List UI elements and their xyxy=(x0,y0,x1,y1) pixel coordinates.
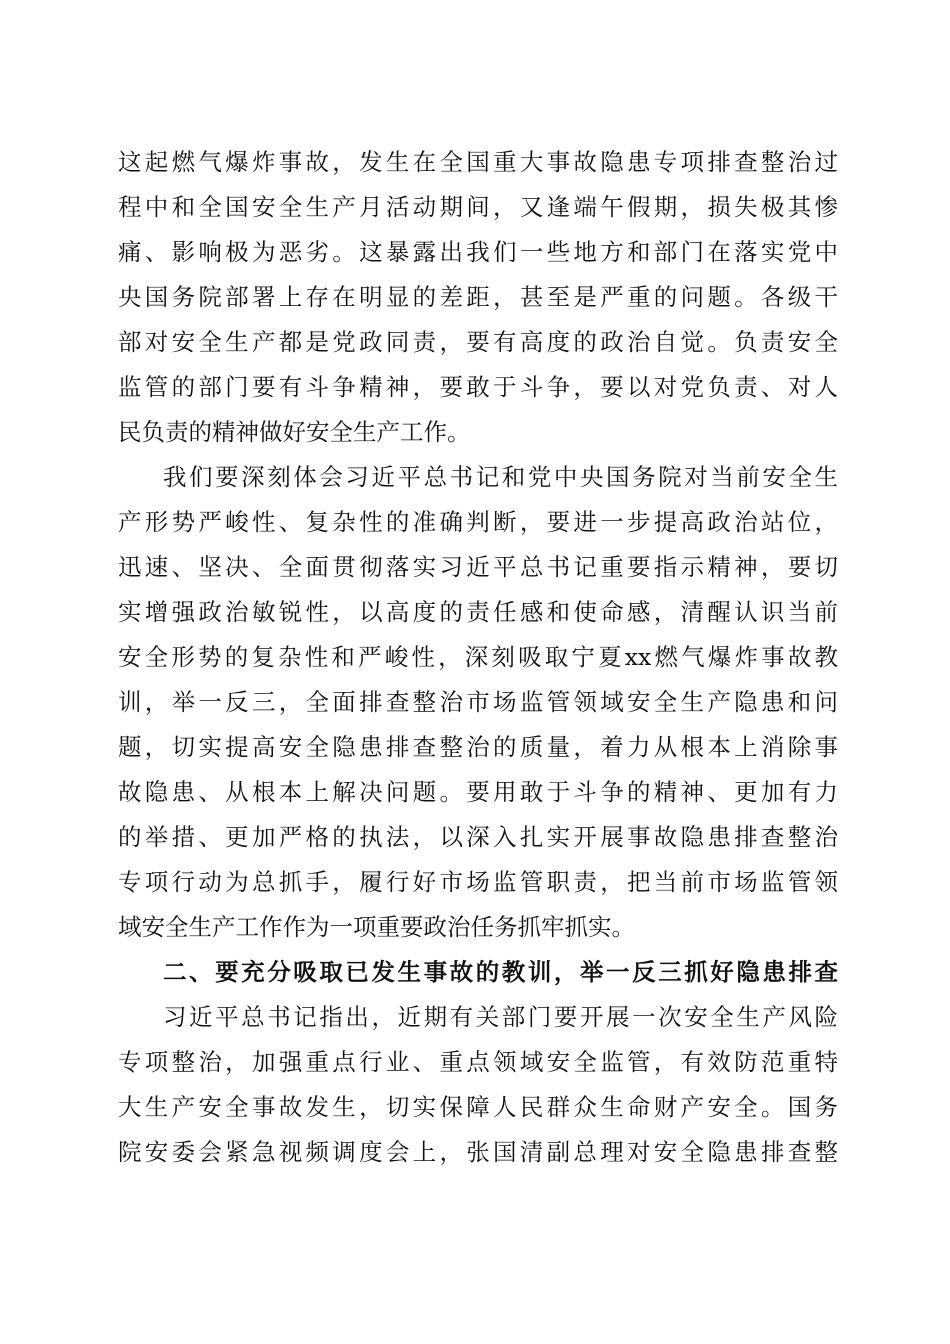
paragraph-line: 大生产安全事故发生，切实保障人民群众生命财产安全。国务 xyxy=(118,1093,838,1121)
paragraph-line: 实增强政治敏锐性，以高度的责任感和使命感，清醒认识当前 xyxy=(118,598,838,626)
paragraph-line: 部对安全生产都是党政同责，要有高度的政治自觉。负责安全 xyxy=(118,328,838,356)
paragraph-line: 我们要深刻体会习近平总书记和党中央国务院对当前安全生 xyxy=(163,463,838,491)
paragraph-line: 程中和全国安全生产月活动期间，又逢端午假期，损失极其惨 xyxy=(118,193,838,221)
paragraph-line: 题，切实提高安全隐患排查整治的质量，着力从根本上消除事 xyxy=(118,733,838,761)
paragraph-line: 域安全生产工作作为一项重要政治任务抓牢抓实。 xyxy=(118,913,635,941)
paragraph-line: 故隐患、从根本上解决问题。要用敢于斗争的精神、更加有力 xyxy=(118,778,838,806)
paragraph-line: 院安委会紧急视频调度会上，张国清副总理对安全隐患排查整 xyxy=(118,1138,838,1166)
section-heading: 二、要充分吸取已发生事故的教训，举一反三抓好隐患排查 xyxy=(163,958,838,986)
paragraph-line: 的举措、更加严格的执法，以深入扎实开展事故隐患排查整治 xyxy=(118,823,838,851)
paragraph-line: 监管的部门要有斗争精神，要敢于斗争，要以对党负责、对人 xyxy=(118,373,838,401)
paragraph-line: 产形势严峻性、复杂性的准确判断，要进一步提高政治站位， xyxy=(118,508,838,536)
paragraph-line: 痛、影响极为恶劣。这暴露出我们一些地方和部门在落实党中 xyxy=(118,238,838,266)
paragraph-line: 这起燃气爆炸事故，发生在全国重大事故隐患专项排查整治过 xyxy=(118,148,838,176)
paragraph-line: 训，举一反三，全面排查整治市场监管领域安全生产隐患和问 xyxy=(118,688,838,716)
paragraph-line: 迅速、坚决、全面贯彻落实习近平总书记重要指示精神，要切 xyxy=(118,553,838,581)
paragraph-line: 专项整治，加强重点行业、重点领域安全监管，有效防范重特 xyxy=(118,1048,838,1076)
paragraph-line: 安全形势的复杂性和严峻性，深刻吸取宁夏xx燃气爆炸事故教 xyxy=(118,643,838,671)
paragraph-line: 民负责的精神做好安全生产工作。 xyxy=(118,418,471,446)
paragraph-line: 专项行动为总抓手，履行好市场监管职责，把当前市场监管领 xyxy=(118,868,838,896)
paragraph-line: 习近平总书记指出，近期有关部门要开展一次安全生产风险 xyxy=(163,1003,838,1031)
paragraph-line: 央国务院部署上存在明显的差距，甚至是严重的问题。各级干 xyxy=(118,283,838,311)
